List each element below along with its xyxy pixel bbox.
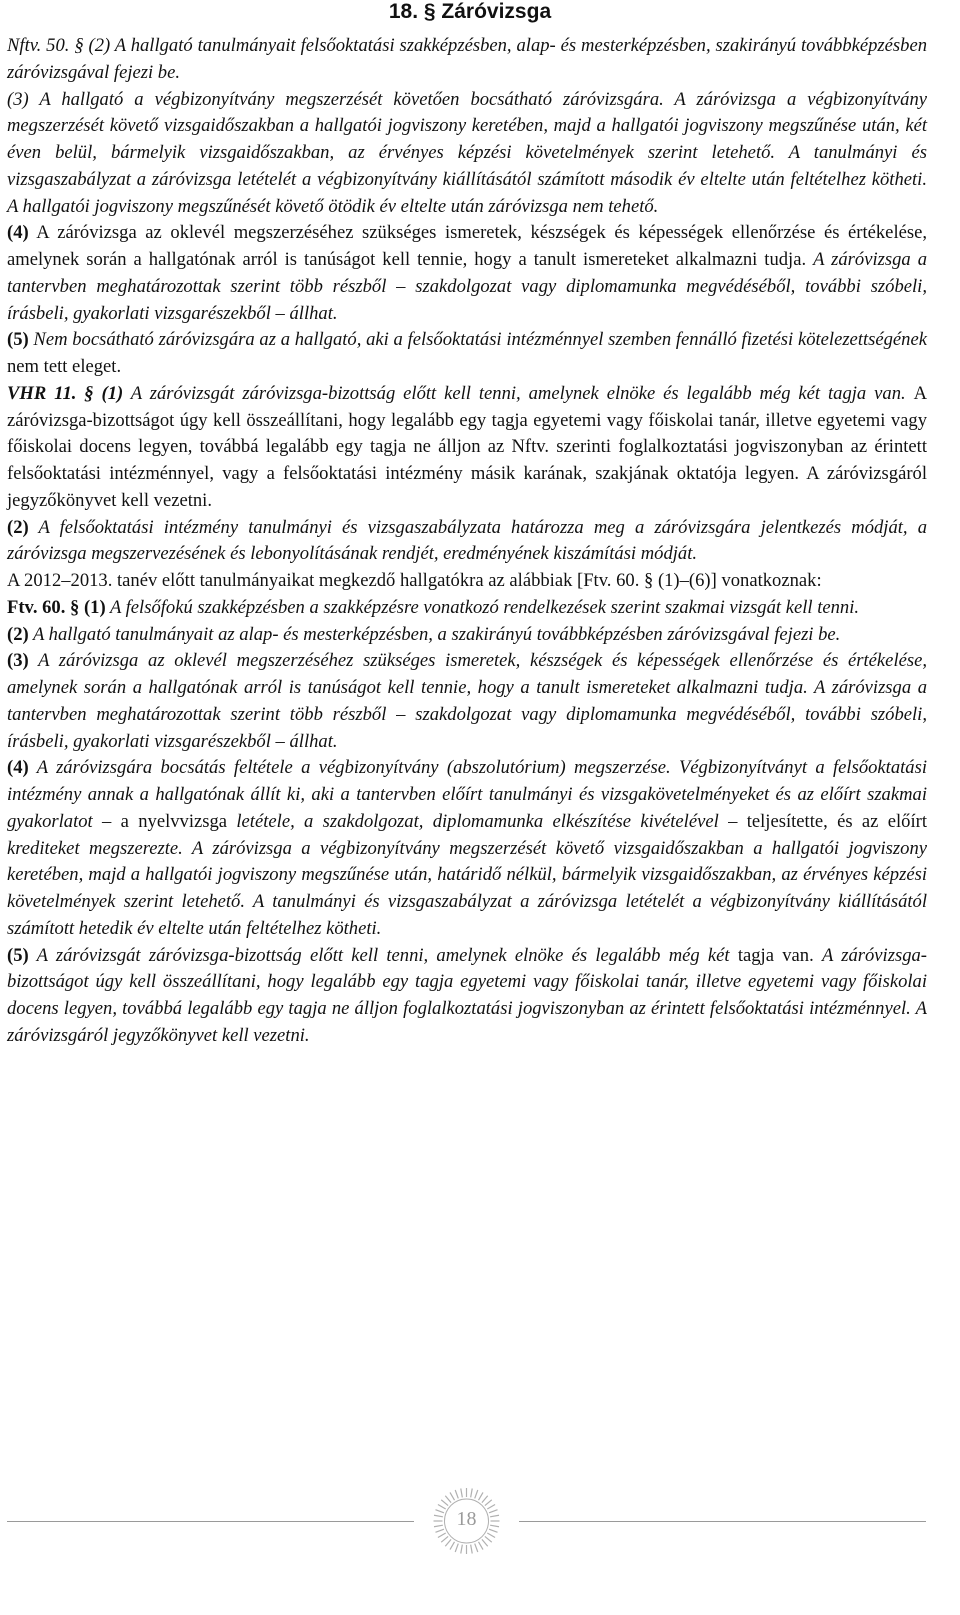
paragraph-text: – teljesítette, és az előírt — [718, 810, 927, 832]
seal-ray — [485, 1536, 492, 1542]
paragraph-ftv-60-2 — [7, 622, 927, 649]
paragraph-text-italic: krediteket megszerezte. A záróvizsga a végbizonyítvány megszerzését követő vizsgaidőszakban a hallgatói jogviszony keretében, majd a hallgatói jogviszony megszűnése után, határidő nélkül, bármelyik vizsgaidőszakban, az érvényes képzési követelmények szerint letehető. A tanulmányi és vizsgaszabályzat a záróvizsga letételét a végbizonyítvány kiállításától számított hetedik év eltelte után feltételhez kötheti. — [7, 837, 927, 939]
paragraph-text-italic: A záróvizsga a tantervben meghatározottak szerint több részből – szakdolgozat vagy diplomamunka megvédéséből, további szóbeli, írásbeli, gyakorlati vizsgarészekből – állhat. — [7, 249, 927, 324]
section-title: 18. § Záróvizsga — [388, 0, 552, 23]
seal-ray — [455, 1490, 458, 1498]
paragraph-ftv-60-3 — [7, 648, 927, 755]
document-body — [7, 33, 927, 1050]
footer-rule-left — [7, 1521, 414, 1522]
seal-ray — [482, 1496, 488, 1503]
paragraph-number: (5) — [7, 944, 29, 966]
seal-ray — [461, 1489, 463, 1498]
paragraph-text: A záróvizsga-bizottságot úgy kell összeállítani, hogy legalább egy tagja egyetemi vagy főiskolai tanár, illetve egyetemi vagy főiskolai docens legyen, továbbá legalább egy tagja ne álljon az Nftv. szerinti foglalkoztatási jogviszonyban az érintett felsőoktatási intézménnyel, vagy a felsőoktatási intézmény másik karának, szakjának oktatója legyen. A záróvizsgáról jegyzőkönyvet kell vezetni. — [7, 382, 927, 511]
seal-ray — [450, 1542, 455, 1550]
paragraph-text-italic: A felsőfokú szakképzésben a szakképzésre vonatkozó rendelkezések szerint szakmai vizsgát kell tenni. — [105, 596, 860, 618]
paragraph-transition-note — [7, 568, 927, 595]
paragraph-ftv-60-5 — [7, 943, 927, 1050]
seal-ray — [441, 1536, 448, 1542]
paragraph-text-italic: A záróvizsga-bizottságot úgy kell összeállítani, hogy legalább egy tagja egyetemi vagy főiskolai tanár, illetve egyetemi vagy főiskolai docens legyen, továbbá legalább egy tagja ne álljon foglalkoztatási jogviszonyban az érintett felsőoktatási intézménnyel. A záróvizsgáról jegyzőkönyvet kell vezetni. — [7, 944, 927, 1046]
paragraph-number: (2) — [7, 623, 29, 645]
seal-ray — [441, 1500, 448, 1506]
paragraph-text-italic: A záróvizsgára bocsátás feltétele a végbizonyítvány (abszolutórium) megszerzése. Végbizonyítványt a felsőoktatási intézmény annak a hallgatónak állít ki, aki a tantervben előírt tanulmányi és vizsgakövetelményeket és az előírt szakmai gyakorlatot — [7, 757, 927, 832]
seal-ray — [455, 1544, 458, 1552]
paragraph-reference: Ftv. 60. § (1) — [7, 596, 106, 618]
paragraph-number: (2) — [7, 516, 29, 538]
paragraph-number: (4) — [7, 757, 29, 779]
seal-ray — [475, 1490, 478, 1498]
paragraph-text-italic: A záróvizsgát záróvizsga-bizottság előtt kell tenni, amelynek elnöke és legalább még két tagja van. — [123, 382, 914, 404]
paragraph-nftv-50-5 — [7, 327, 927, 381]
seal-ray — [461, 1545, 463, 1554]
paragraph-number: (3) — [7, 650, 29, 672]
paragraph-text: A 2012–2013. tanév előtt tanulmányaikat megkezdő hallgatókra az alábbiak [Ftv. 60. § (1)–(6)] vonatkoznak: — [7, 570, 822, 591]
seal-ray — [471, 1545, 473, 1554]
seal-ray — [485, 1500, 492, 1506]
paragraph-text-italic: letétele, a szakdolgozat, diplomamunka elkészítése kivételével — [236, 810, 719, 832]
paragraph-number: (5) — [7, 329, 29, 351]
paragraph-nftv-50-2 — [7, 33, 927, 87]
seal-ray — [438, 1533, 446, 1538]
paragraph-text: – a nyelvvizsga — [92, 810, 237, 832]
paragraph-text: A záróvizsga az oklevél megszerzéséhez szükséges ismeretek, készségek és képességek ellenőrzése és értékelése, amelynek során a hallgatónak arról is tanúságot kell tennie, hogy a tanult ismereteket alkalmazni tudja. — [7, 222, 927, 270]
seal-ray — [445, 1539, 451, 1546]
paragraph-ftv-60-1 — [7, 595, 927, 622]
paragraph-text: nem tett eleget. — [7, 356, 122, 377]
paragraph-text-italic: A záróvizsgát záróvizsga-bizottság előtt kell tenni, amelynek elnöke és legalább még két — [28, 944, 738, 966]
paragraph-text-italic: A hallgató tanulmányait az alap- és mesterképzésben, a szakirányú továbbképzésben záróvizsgával fejezi be. — [28, 623, 841, 645]
paragraph-reference: VHR 11. § (1) — [7, 382, 124, 404]
paragraph-nftv-50-4 — [7, 220, 927, 327]
seal-ray — [482, 1539, 488, 1546]
paragraph-ftv-60-4 — [7, 755, 927, 942]
paragraph-text: (3) A hallgató a végbizonyítvány megszerzését követően bocsátható záróvizsgára. A záróvizsga a végbizonyítvány megszerzését követő vizsgaidőszakban a hallgatói jogviszony keretében, majd a hallgatói jogviszony megszűnése után, két éven belül, bármelyik vizsgaidőszakban, az érvényes képzési követelmények szerint letehető. A tanulmányi és vizsgaszabályzat a záróvizsga letételét a végbizonyítvány kiállításától számított második év eltelte után feltételhez kötheti. A hallgatói jogviszony megszűnését követő ötödik év eltelte után záróvizsga nem tehető. — [7, 88, 927, 217]
seal-ray — [471, 1489, 473, 1498]
seal-ray — [445, 1496, 451, 1503]
page-number: 18 — [456, 1508, 477, 1530]
seal-ray — [487, 1533, 495, 1538]
paragraph-nftv-50-3 — [7, 87, 927, 221]
paragraph-text-italic: Nem bocsátható záróvizsgára az a hallgató, aki a felsőoktatási intézménnyel szemben fennálló fizetési kötelezettségének — [28, 329, 927, 351]
paragraph-text-italic: A záróvizsga a tantervben meghatározottak szerint több részből – szakdolgozat vagy diplomamunka megvédéséből, további szóbeli, írásbeli, gyakorlati vizsgarészekből – állhat. — [7, 677, 927, 752]
seal-ray — [475, 1544, 478, 1552]
paragraph-text-italic: A záróvizsga az oklevél megszerzéséhez szükséges ismeretek, készségek és képességek ellenőrzése és értékelése, amelynek során a hallgatónak arról is tanúságot kell tennie, hogy a tanult ismereteket alkalmazni tudja. — [7, 650, 927, 698]
paragraph-text: Nftv. 50. § (2) A hallgató tanulmányait felsőoktatási szakképzésben, alap- és mesterképzésben, szakirányú továbbképzésben záróvizsgával fejezi be. — [7, 35, 927, 83]
seal-ray — [479, 1492, 484, 1500]
paragraph-text-italic: A felsőoktatási intézmény tanulmányi és vizsgaszabályzata határozza meg a záróvizsgára jelentkezés módját, a záróvizsga megszervezésének és lebonyolításának rendjét, eredményének kiszámítási módját. — [7, 516, 927, 565]
seal-ray — [450, 1492, 455, 1500]
paragraph-number: (4) — [7, 222, 29, 244]
seal-ray — [479, 1542, 484, 1550]
footer-rule-right — [519, 1521, 926, 1522]
paragraph-vhr-11-2 — [7, 515, 927, 569]
paragraph-vhr-11-1 — [7, 381, 927, 515]
paragraph-text: tagja van. — [737, 944, 822, 966]
page-footer — [0, 1486, 960, 1556]
